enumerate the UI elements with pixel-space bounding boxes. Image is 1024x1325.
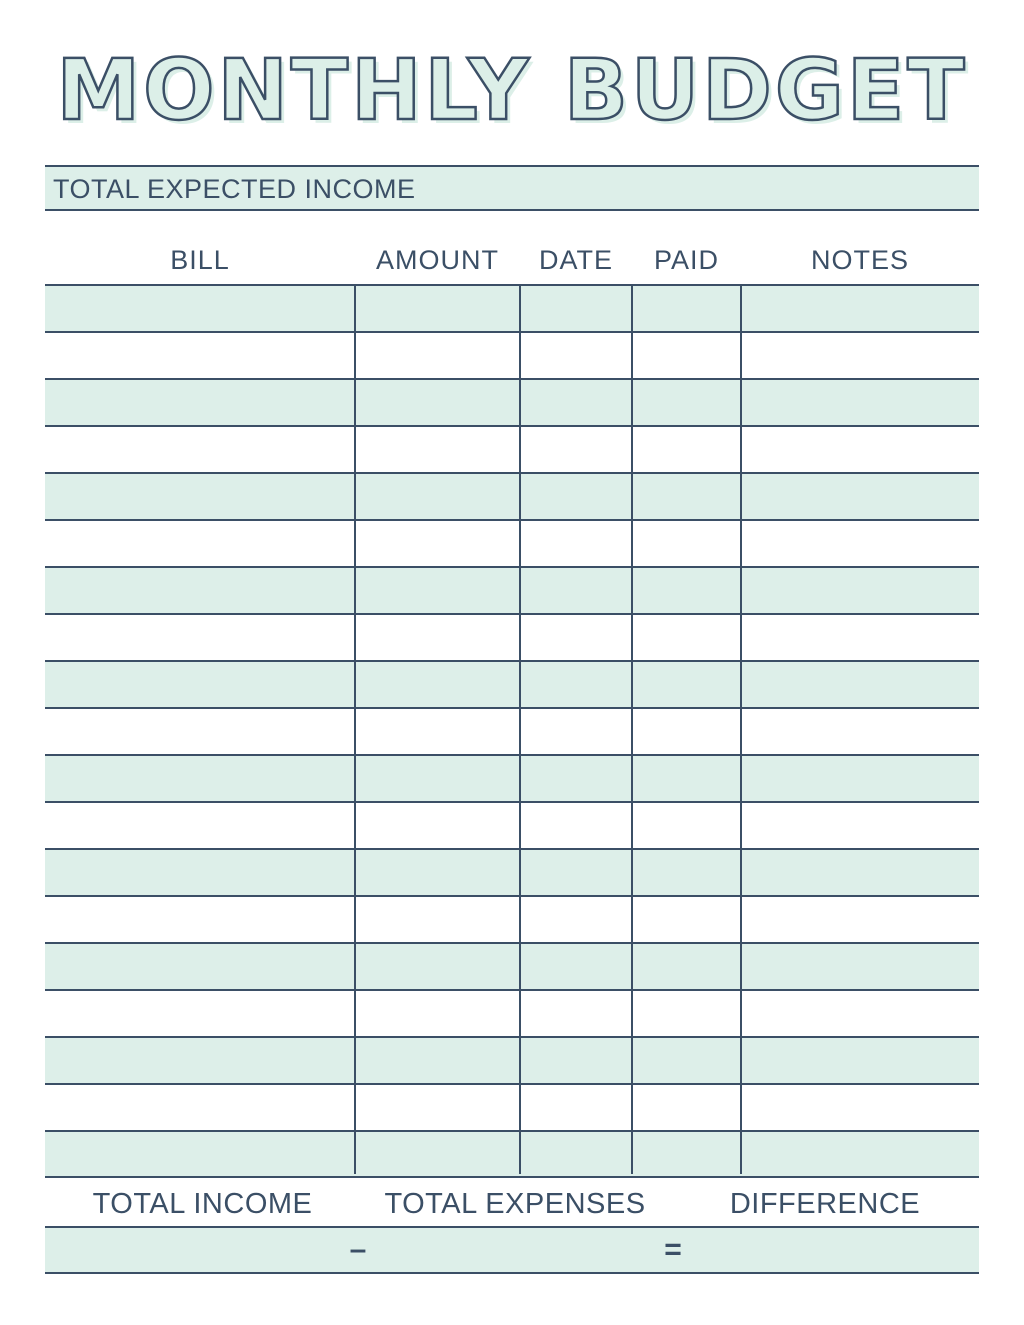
cell-paid[interactable] xyxy=(632,991,741,1036)
difference-label: DIFFERENCE xyxy=(729,1188,921,1220)
table-row xyxy=(45,566,979,613)
cell-notes[interactable] xyxy=(741,615,979,660)
cell-paid[interactable] xyxy=(632,474,741,519)
cell-paid[interactable] xyxy=(632,521,741,566)
total-expenses-label: TOTAL EXPENSES xyxy=(384,1188,646,1220)
minus-sign: – xyxy=(349,1233,367,1266)
cell-bill[interactable] xyxy=(45,474,355,519)
cell-notes[interactable] xyxy=(741,850,979,895)
column-header-bill: BILL xyxy=(170,245,230,275)
equals-sign: = xyxy=(664,1233,682,1266)
cell-bill[interactable] xyxy=(45,333,355,378)
cell-date[interactable] xyxy=(520,286,632,331)
cell-date[interactable] xyxy=(520,756,632,801)
cell-paid[interactable] xyxy=(632,333,741,378)
cell-date[interactable] xyxy=(520,1132,632,1176)
cell-amount[interactable] xyxy=(355,286,520,331)
cell-amount[interactable] xyxy=(355,568,520,613)
cell-bill[interactable] xyxy=(45,991,355,1036)
cell-paid[interactable] xyxy=(632,286,741,331)
table-row xyxy=(45,942,979,989)
cell-date[interactable] xyxy=(520,380,632,425)
cell-date[interactable] xyxy=(520,427,632,472)
cell-amount[interactable] xyxy=(355,380,520,425)
cell-amount[interactable] xyxy=(355,1132,520,1176)
table-row xyxy=(45,331,979,378)
cell-date[interactable] xyxy=(520,615,632,660)
cell-bill[interactable] xyxy=(45,944,355,989)
cell-amount[interactable] xyxy=(355,662,520,707)
cell-notes[interactable] xyxy=(741,897,979,942)
cell-notes[interactable] xyxy=(741,803,979,848)
cell-bill[interactable] xyxy=(45,521,355,566)
cell-bill[interactable] xyxy=(45,1132,355,1176)
cell-amount[interactable] xyxy=(355,474,520,519)
table-row xyxy=(45,284,979,331)
cell-notes[interactable] xyxy=(741,286,979,331)
cell-paid[interactable] xyxy=(632,427,741,472)
column-header-amount: AMOUNT xyxy=(376,245,499,275)
total-expected-income-field[interactable] xyxy=(45,165,979,211)
cell-notes[interactable] xyxy=(741,756,979,801)
cell-notes[interactable] xyxy=(741,474,979,519)
column-header-paid: PAID xyxy=(653,245,719,275)
cell-paid[interactable] xyxy=(632,380,741,425)
table-row xyxy=(45,895,979,942)
cell-date[interactable] xyxy=(520,803,632,848)
cell-paid[interactable] xyxy=(632,615,741,660)
total-expected-income-label: TOTAL EXPECTED INCOME xyxy=(53,174,416,204)
cell-notes[interactable] xyxy=(741,991,979,1036)
cell-bill[interactable] xyxy=(45,286,355,331)
cell-amount[interactable] xyxy=(355,521,520,566)
cell-date[interactable] xyxy=(520,1085,632,1130)
cell-amount[interactable] xyxy=(355,944,520,989)
cell-notes[interactable] xyxy=(741,1038,979,1083)
cell-date[interactable] xyxy=(520,521,632,566)
cell-bill[interactable] xyxy=(45,380,355,425)
column-header-date: DATE xyxy=(538,245,613,275)
cell-bill[interactable] xyxy=(45,709,355,754)
column-divider xyxy=(354,284,356,1174)
cell-bill[interactable] xyxy=(45,662,355,707)
cell-amount[interactable] xyxy=(355,756,520,801)
cell-paid[interactable] xyxy=(632,897,741,942)
table-row xyxy=(45,848,979,895)
cell-amount[interactable] xyxy=(355,1038,520,1083)
cell-amount[interactable] xyxy=(355,850,520,895)
cell-date[interactable] xyxy=(520,474,632,519)
cell-paid[interactable] xyxy=(632,756,741,801)
cell-bill[interactable] xyxy=(45,897,355,942)
cell-date[interactable] xyxy=(520,709,632,754)
cell-notes[interactable] xyxy=(741,662,979,707)
column-divider xyxy=(740,284,742,1174)
cell-bill[interactable] xyxy=(45,615,355,660)
cell-bill[interactable] xyxy=(45,427,355,472)
cell-amount[interactable] xyxy=(355,615,520,660)
table-row xyxy=(45,754,979,801)
cell-date[interactable] xyxy=(520,850,632,895)
cell-bill[interactable] xyxy=(45,1038,355,1083)
cell-notes[interactable] xyxy=(741,427,979,472)
column-divider xyxy=(519,284,521,1174)
cell-paid[interactable] xyxy=(632,709,741,754)
cell-paid[interactable] xyxy=(632,662,741,707)
cell-paid[interactable] xyxy=(632,1132,741,1176)
cell-amount[interactable] xyxy=(355,1085,520,1130)
table-row xyxy=(45,989,979,1036)
table-row xyxy=(45,378,979,425)
table-row xyxy=(45,707,979,754)
cell-bill[interactable] xyxy=(45,568,355,613)
cell-amount[interactable] xyxy=(355,333,520,378)
table-row xyxy=(45,519,979,566)
cell-paid[interactable] xyxy=(632,850,741,895)
cell-notes[interactable] xyxy=(741,709,979,754)
cell-paid[interactable] xyxy=(632,1085,741,1130)
table-row xyxy=(45,801,979,848)
table-row xyxy=(45,660,979,707)
cell-notes[interactable] xyxy=(741,333,979,378)
table-row xyxy=(45,1083,979,1130)
cell-bill[interactable] xyxy=(45,850,355,895)
total-income-label: TOTAL INCOME xyxy=(92,1188,313,1220)
table-row xyxy=(45,613,979,660)
budget-table xyxy=(45,284,979,1174)
cell-bill[interactable] xyxy=(45,756,355,801)
cell-bill[interactable] xyxy=(45,1085,355,1130)
table-row xyxy=(45,472,979,519)
cell-amount[interactable] xyxy=(355,427,520,472)
cell-notes[interactable] xyxy=(741,521,979,566)
table-row xyxy=(45,1130,979,1178)
cell-paid[interactable] xyxy=(632,1038,741,1083)
table-row xyxy=(45,425,979,472)
cell-date[interactable] xyxy=(520,1038,632,1083)
page-title: MONTHLY BUDGET xyxy=(56,41,968,139)
cell-amount[interactable] xyxy=(355,709,520,754)
cell-paid[interactable] xyxy=(632,944,741,989)
cell-amount[interactable] xyxy=(355,897,520,942)
cell-amount[interactable] xyxy=(355,991,520,1036)
cell-date[interactable] xyxy=(520,897,632,942)
summary-totals-field[interactable] xyxy=(45,1226,979,1274)
cell-notes[interactable] xyxy=(741,1132,979,1176)
cell-date[interactable] xyxy=(520,944,632,989)
cell-date[interactable] xyxy=(520,991,632,1036)
cell-notes[interactable] xyxy=(741,1085,979,1130)
cell-date[interactable] xyxy=(520,568,632,613)
cell-date[interactable] xyxy=(520,333,632,378)
cell-notes[interactable] xyxy=(741,944,979,989)
cell-bill[interactable] xyxy=(45,803,355,848)
cell-date[interactable] xyxy=(520,662,632,707)
cell-amount[interactable] xyxy=(355,803,520,848)
column-header-notes: NOTES xyxy=(810,245,909,275)
cell-paid[interactable] xyxy=(632,568,741,613)
cell-notes[interactable] xyxy=(741,380,979,425)
table-row xyxy=(45,1036,979,1083)
cell-paid[interactable] xyxy=(632,803,741,848)
cell-notes[interactable] xyxy=(741,568,979,613)
column-divider xyxy=(631,284,633,1174)
